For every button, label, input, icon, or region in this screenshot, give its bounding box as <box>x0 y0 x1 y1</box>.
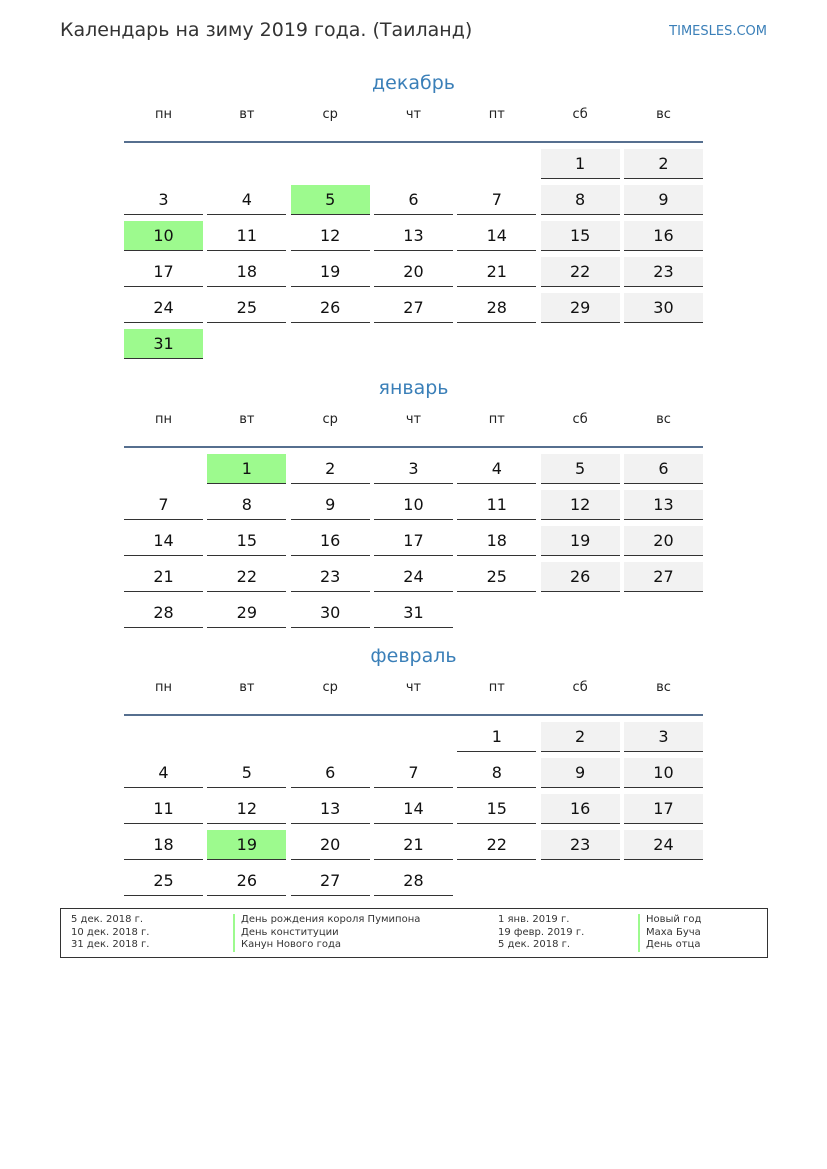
holiday-legend <box>60 908 768 958</box>
day-cell: 22 <box>207 562 286 592</box>
day-cell: 30 <box>624 293 703 323</box>
day-cell: 18 <box>207 257 286 287</box>
legend-date: 1 янв. 2019 г. <box>498 914 570 925</box>
page-title: Календарь на зиму 2019 года. (Таиланд) <box>60 19 473 41</box>
day-cell: 13 <box>374 221 453 251</box>
day-cell: 2 <box>624 149 703 179</box>
day-cell: 14 <box>374 794 453 824</box>
day-cell: 6 <box>291 758 370 788</box>
weekday-label: сб <box>572 107 588 122</box>
weekday-label: чт <box>405 680 422 695</box>
day-cell: 5 <box>207 758 286 788</box>
day-cell: 24 <box>624 830 703 860</box>
day-cell: 1 <box>457 722 536 752</box>
day-cell: 9 <box>541 758 620 788</box>
day-cell: 27 <box>374 293 453 323</box>
holiday-day-cell: 10 <box>124 221 203 251</box>
empty-cell <box>124 454 203 483</box>
empty-cell <box>457 149 536 178</box>
day-grid <box>124 454 703 628</box>
day-cell: 20 <box>291 830 370 860</box>
day-cell: 8 <box>457 758 536 788</box>
day-cell: 4 <box>207 185 286 215</box>
holiday-day-cell: 19 <box>207 830 286 860</box>
weekday-label: вс <box>656 412 671 427</box>
day-cell: 25 <box>207 293 286 323</box>
weekday-label: чт <box>405 107 422 122</box>
weekday-header <box>124 410 703 448</box>
empty-cell <box>124 722 203 751</box>
day-cell: 18 <box>124 830 203 860</box>
day-cell: 9 <box>624 185 703 215</box>
empty-cell <box>291 722 370 751</box>
day-cell: 16 <box>541 794 620 824</box>
day-cell: 10 <box>374 490 453 520</box>
holiday-day-cell: 1 <box>207 454 286 484</box>
day-cell: 6 <box>374 185 453 215</box>
weekday-label: вс <box>656 680 671 695</box>
day-cell: 11 <box>207 221 286 251</box>
day-cell: 25 <box>124 866 203 896</box>
month-title: декабрь <box>372 72 455 94</box>
day-cell: 4 <box>124 758 203 788</box>
day-cell: 23 <box>624 257 703 287</box>
day-cell: 19 <box>291 257 370 287</box>
weekday-label: пн <box>155 680 172 695</box>
day-cell: 23 <box>291 562 370 592</box>
day-cell: 9 <box>291 490 370 520</box>
day-cell: 22 <box>541 257 620 287</box>
legend-holiday-name: Канун Нового года <box>233 939 420 952</box>
weekday-label: пн <box>155 412 172 427</box>
day-cell: 24 <box>374 562 453 592</box>
day-cell: 28 <box>457 293 536 323</box>
day-cell: 14 <box>124 526 203 556</box>
day-cell: 19 <box>541 526 620 556</box>
day-cell: 20 <box>374 257 453 287</box>
day-cell: 26 <box>541 562 620 592</box>
day-cell: 10 <box>624 758 703 788</box>
weekday-label: ср <box>322 412 338 427</box>
day-cell: 21 <box>457 257 536 287</box>
day-cell: 6 <box>624 454 703 484</box>
empty-cell <box>207 722 286 751</box>
day-cell: 21 <box>374 830 453 860</box>
day-cell: 7 <box>374 758 453 788</box>
legend-date: 19 февр. 2019 г. <box>498 926 585 938</box>
day-cell: 15 <box>457 794 536 824</box>
day-cell: 2 <box>541 722 620 752</box>
day-cell: 4 <box>457 454 536 484</box>
legend-holiday-name: День конституции <box>233 927 420 940</box>
weekday-label: сб <box>572 680 588 695</box>
legend-date: 5 дек. 2018 г. <box>71 914 144 925</box>
legend-right-dates <box>498 914 584 952</box>
day-cell: 13 <box>291 794 370 824</box>
empty-cell <box>291 149 370 178</box>
day-grid <box>124 722 703 896</box>
day-cell: 8 <box>207 490 286 520</box>
legend-holiday-name: Маха Буча <box>638 927 701 940</box>
day-cell: 21 <box>124 562 203 592</box>
empty-cell <box>124 149 203 178</box>
day-cell: 28 <box>124 598 203 628</box>
legend-date: 5 дек. 2018 г. <box>498 939 571 950</box>
day-cell: 16 <box>624 221 703 251</box>
day-cell: 12 <box>207 794 286 824</box>
day-cell: 25 <box>457 562 536 592</box>
day-cell: 28 <box>374 866 453 896</box>
day-cell: 8 <box>541 185 620 215</box>
weekday-label: вт <box>239 412 255 427</box>
day-cell: 12 <box>291 221 370 251</box>
weekday-label: пт <box>488 107 505 122</box>
weekday-label: чт <box>405 412 422 427</box>
day-cell: 12 <box>541 490 620 520</box>
legend-right-names <box>638 914 701 952</box>
day-cell: 14 <box>457 221 536 251</box>
day-cell: 27 <box>624 562 703 592</box>
day-cell: 17 <box>374 526 453 556</box>
month-title: февраль <box>370 645 457 667</box>
weekday-header <box>124 678 703 716</box>
day-cell: 3 <box>624 722 703 752</box>
legend-date: 10 дек. 2018 г. <box>71 926 150 938</box>
month-title: январь <box>378 377 449 399</box>
day-cell: 24 <box>124 293 203 323</box>
day-grid <box>124 149 703 359</box>
weekday-label: ср <box>322 680 338 695</box>
month-january <box>124 374 703 628</box>
day-cell: 1 <box>541 149 620 179</box>
holiday-day-cell: 5 <box>291 185 370 215</box>
legend-holiday-name: Новый год <box>638 914 701 927</box>
weekday-label: пт <box>488 412 505 427</box>
day-cell: 31 <box>374 598 453 628</box>
legend-holiday-name: День отца <box>638 939 701 952</box>
day-cell: 11 <box>457 490 536 520</box>
weekday-label: вс <box>656 107 671 122</box>
day-cell: 11 <box>124 794 203 824</box>
day-cell: 27 <box>291 866 370 896</box>
day-cell: 17 <box>624 794 703 824</box>
weekday-label: вт <box>239 107 255 122</box>
day-cell: 17 <box>124 257 203 287</box>
day-cell: 22 <box>457 830 536 860</box>
day-cell: 29 <box>541 293 620 323</box>
legend-holiday-name: День рождения короля Пумипона <box>233 914 420 927</box>
weekday-label: ср <box>322 107 338 122</box>
site-link[interactable]: TIMESLES.COM <box>669 24 767 39</box>
legend-left-dates <box>71 914 149 952</box>
legend-date: 31 дек. 2018 г. <box>71 939 150 950</box>
day-cell: 7 <box>457 185 536 215</box>
day-cell: 2 <box>291 454 370 484</box>
weekday-label: вт <box>239 680 255 695</box>
empty-cell <box>207 149 286 178</box>
day-cell: 18 <box>457 526 536 556</box>
day-cell: 23 <box>541 830 620 860</box>
month-february <box>124 642 703 896</box>
month-december <box>124 69 703 359</box>
day-cell: 3 <box>374 454 453 484</box>
day-cell: 26 <box>207 866 286 896</box>
day-cell: 15 <box>541 221 620 251</box>
day-cell: 20 <box>624 526 703 556</box>
legend-left-names <box>233 914 420 952</box>
day-cell: 30 <box>291 598 370 628</box>
day-cell: 15 <box>207 526 286 556</box>
holiday-day-cell: 31 <box>124 329 203 359</box>
empty-cell <box>374 149 453 178</box>
day-cell: 7 <box>124 490 203 520</box>
weekday-header <box>124 105 703 143</box>
weekday-label: пт <box>488 680 505 695</box>
empty-cell <box>374 722 453 751</box>
day-cell: 13 <box>624 490 703 520</box>
day-cell: 26 <box>291 293 370 323</box>
weekday-label: сб <box>572 412 588 427</box>
day-cell: 3 <box>124 185 203 215</box>
day-cell: 5 <box>541 454 620 484</box>
day-cell: 16 <box>291 526 370 556</box>
day-cell: 29 <box>207 598 286 628</box>
weekday-label: пн <box>155 107 172 122</box>
